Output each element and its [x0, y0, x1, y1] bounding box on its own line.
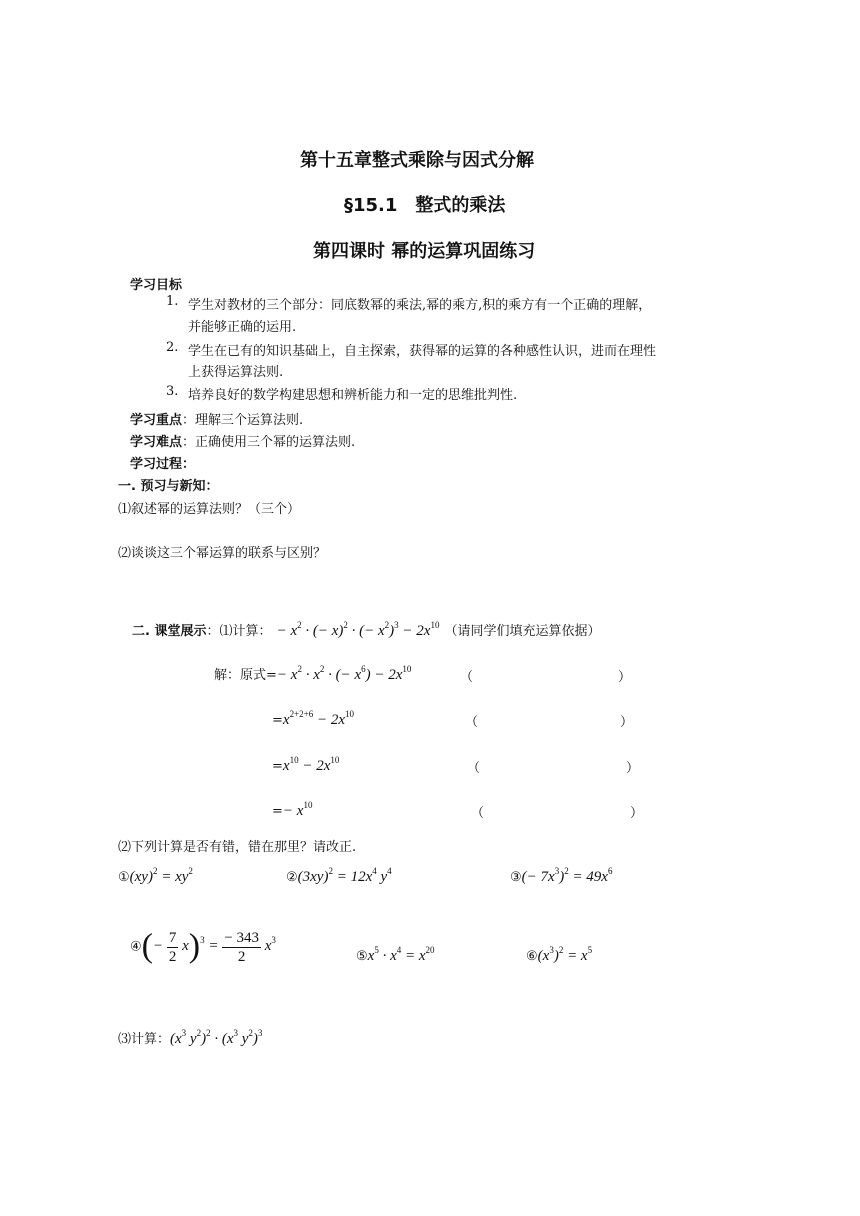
check-expr-2: $(3xy)^2 = 12x^4$ $y^4$ [297, 866, 392, 885]
check-item-2 [286, 866, 392, 886]
solution-line-4 [272, 800, 312, 820]
goal-2-line2: 上获得运算法则. [188, 365, 284, 380]
key-point [130, 409, 303, 428]
check-expr-6: $(x^3)^2 = x^5$ [537, 945, 593, 964]
key-point-text: ：理解三个运算法则. [182, 413, 304, 428]
solution-label: 解：原式= [214, 668, 277, 683]
process-label: 学习过程： [130, 457, 196, 472]
check-mark-6: ⑥ [526, 949, 538, 964]
difficulty [130, 431, 355, 450]
demo-q1-expression: − $x^2$ · (− x)$^2$ · (− $x^2)^3 - 2x^{10}$ [276, 620, 440, 639]
solution-expr-3: $x^{10} - 2x^{10}$ [282, 755, 340, 774]
solution-expr-1: − $x^2 \cdot x^2$ · (− $x^6) - 2x^{10}$ [276, 664, 412, 683]
demo-q3-expression: ($x^3$ $y^2)^2 \cdot (x^3$ $y^2)^3$ [170, 1028, 263, 1047]
difficulty-label: 学习难点 [130, 435, 183, 450]
check-mark-1: ① [118, 870, 130, 885]
check-mark-5: ⑤ [356, 949, 368, 964]
solution-expr-2: $x^{2+2+6} - 2x^{10}$ [282, 709, 355, 728]
preview-q2: ⑵谈谈这三个幂运算的联系与区别？ [118, 546, 327, 561]
demo-q3 [118, 1028, 262, 1048]
solution-eq-2: = [272, 713, 283, 728]
demo-heading: 二. 课堂展示 [132, 624, 207, 639]
chapter-title: 第十五章整式乘除与因式分解 [300, 150, 534, 171]
difficulty-text: ：正确使用三个幂的运算法则. [182, 435, 356, 450]
preview-q1: ⑴叙述幂的运算法则？（三个） [118, 502, 301, 517]
check-mark-3: ③ [510, 870, 522, 885]
solution-line-2 [272, 709, 354, 729]
goal-1-line1: 学生对教材的三个部分：同底数幂的乘法,幂的乘方,积的乘方有一个正确的理解， [188, 298, 652, 313]
check-expr-1: $(xy)^2 = xy^2$ [129, 866, 193, 885]
goals-heading: 学习目标 [130, 278, 183, 293]
reason-2-close: ） [620, 715, 634, 730]
reason-1-close: ） [618, 670, 632, 685]
demo-q1 [132, 620, 601, 640]
check-mark-2: ② [286, 870, 298, 885]
lesson-title: 第四课时 幂的运算巩固练习 [313, 241, 536, 262]
check-item-5 [356, 945, 435, 965]
demo-q3-prefix: ⑶计算： [118, 1032, 171, 1047]
reason-1-open: （ [460, 670, 474, 685]
check-mark-4: ④ [130, 939, 142, 955]
check-item-1 [118, 866, 193, 886]
reason-3-close: ） [626, 761, 640, 776]
demo-q1-note: （请同学们填充运算依据） [444, 624, 601, 639]
solution-eq-4: = [272, 804, 283, 819]
key-point-label: 学习重点 [130, 413, 183, 428]
check-item-4 [130, 928, 276, 966]
check-expr-3: (− $7x^3)^2 = 49x^6$ [521, 866, 613, 885]
goal-2-num: 2. [166, 340, 179, 355]
solution-expr-4: − $x^{10}$ [282, 800, 313, 819]
goal-3-line1: 培养良好的数学构建思想和辨析能力和一定的思维批判性. [188, 388, 518, 403]
goal-3-num: 3. [166, 384, 179, 399]
solution-line-3 [272, 755, 339, 775]
check-expr-4: (− $\frac{7}{2}$ x)$^3$ = $\frac{- 343}{2}$ $x^3$ [141, 928, 276, 965]
goal-1-num: 1. [166, 294, 179, 309]
check-item-6 [526, 945, 592, 965]
reason-4-open: （ [471, 806, 485, 821]
preview-heading: 一. 预习与新知： [118, 479, 219, 494]
reason-4-close: ） [630, 806, 644, 821]
demo-q2: ⑵下列计算是否有错，错在那里？请改正. [118, 840, 357, 855]
section-title: §15.1 整式的乘法 [344, 195, 506, 216]
goal-2-line1: 学生在已有的知识基础上，自主探索，获得幂的运算的各种感性认识，进而在理性 [188, 344, 657, 359]
solution-eq-3: = [272, 759, 283, 774]
demo-q1-prefix: ：⑴计算： [206, 624, 272, 639]
check-expr-5: $x^5 \cdot x^4 = x^{20}$ [367, 945, 435, 964]
check-item-3 [510, 866, 612, 886]
solution-line-1 [214, 664, 411, 684]
reason-2-open: （ [465, 715, 479, 730]
goal-1-line2: 并能够正确的运用. [188, 320, 297, 335]
reason-3-open: （ [467, 761, 481, 776]
